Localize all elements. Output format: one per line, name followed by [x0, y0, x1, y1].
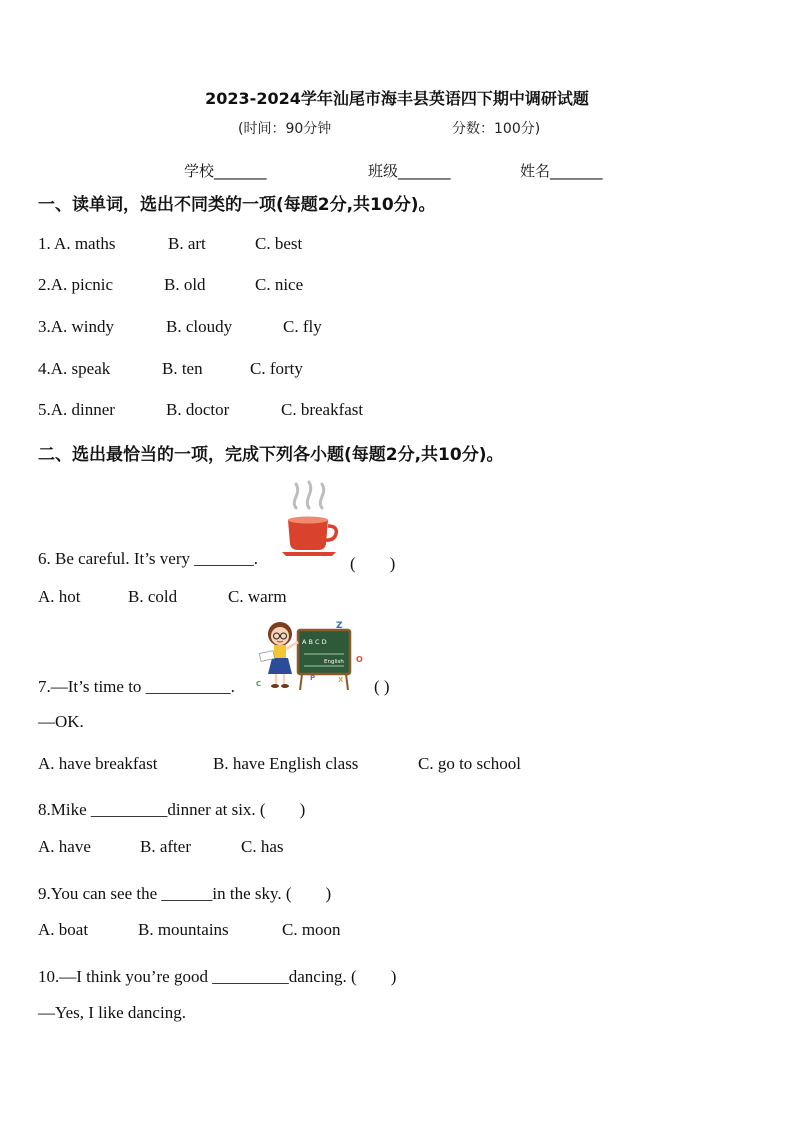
q4-option-c: C. forty [250, 359, 303, 378]
q1-option-b: B. art [168, 234, 206, 253]
letter-x: X [338, 676, 344, 684]
q6-option-c: C. warm [228, 587, 287, 606]
name-field: 姓名_______ [520, 162, 603, 180]
letter-z: Z [336, 621, 343, 631]
q7-answer-paren: ( ) [374, 677, 390, 696]
letter-p: P [310, 674, 316, 682]
q8-option-a: A. have [38, 837, 91, 856]
section-2-heading: 二、选出最恰当的一项，完成下列各小题(每题2分,共10分)。 [38, 445, 504, 465]
q3-option-a: 3.A. windy [38, 317, 115, 336]
q1-option-a: 1. A. maths [38, 234, 116, 253]
q7-option-c: C. go to school [418, 754, 521, 773]
q2-option-c: C. nice [255, 275, 304, 294]
q9-option-a: A. boat [38, 920, 89, 939]
q3-option-c: C. fly [283, 317, 322, 336]
school-field: 学校_______ [184, 162, 267, 180]
q2-option-b: B. old [164, 275, 206, 294]
q8-option-c: C. has [241, 837, 284, 856]
q5-option-b: B. doctor [166, 400, 230, 419]
q4-option-a: 4.A. speak [38, 359, 111, 378]
q6-option-b: B. cold [128, 587, 178, 606]
q6-answer-paren: ( ) [350, 554, 396, 573]
q9-stem: 9.You can see the ______in the sky. ( ) [38, 884, 332, 903]
q8-stem: 8.Mike _________dinner at six. ( ) [38, 800, 306, 819]
q5-option-a: 5.A. dinner [38, 400, 115, 419]
q3-option-b: B. cloudy [166, 317, 233, 336]
q7-option-b: B. have English class [213, 754, 359, 773]
q7-reply: —OK. [38, 712, 84, 731]
q7-option-a: A. have breakfast [38, 754, 158, 773]
q5-option-c: C. breakfast [281, 400, 364, 419]
q1-option-c: C. best [255, 234, 303, 253]
letter-o: O [356, 655, 363, 664]
board-word: English [324, 659, 344, 665]
q4-option-b: B. ten [162, 359, 203, 378]
exam-score: 分数：100分) [452, 121, 541, 137]
q6-stem: 6. Be careful. It’s very _______. [38, 549, 258, 568]
q9-option-b: B. mountains [138, 920, 229, 939]
section-1-heading: 一、读单词，选出不同类的一项(每题2分,共10分)。 [38, 195, 436, 215]
q6-option-a: A. hot [38, 587, 81, 606]
q7-stem: 7.—It’s time to __________. [38, 677, 235, 696]
q9-option-c: C. moon [282, 920, 341, 939]
hot-cup-image [278, 478, 344, 560]
exam-time: (时间：90分钟 [238, 121, 332, 137]
q2-option-a: 2.A. picnic [38, 275, 114, 294]
class-field: 班级_______ [368, 162, 451, 180]
letter-c: C [256, 680, 262, 688]
q8-option-b: B. after [140, 837, 191, 856]
q10-reply: —Yes, I like dancing. [38, 1003, 186, 1022]
board-letters: A B C D [302, 638, 327, 646]
english-class-image [252, 616, 368, 692]
q10-stem: 10.—I think you’re good _________dancing. ( ) [38, 967, 397, 986]
page-title: 2023-2024学年汕尾市海丰县英语四下期中调研试题 [205, 89, 589, 108]
